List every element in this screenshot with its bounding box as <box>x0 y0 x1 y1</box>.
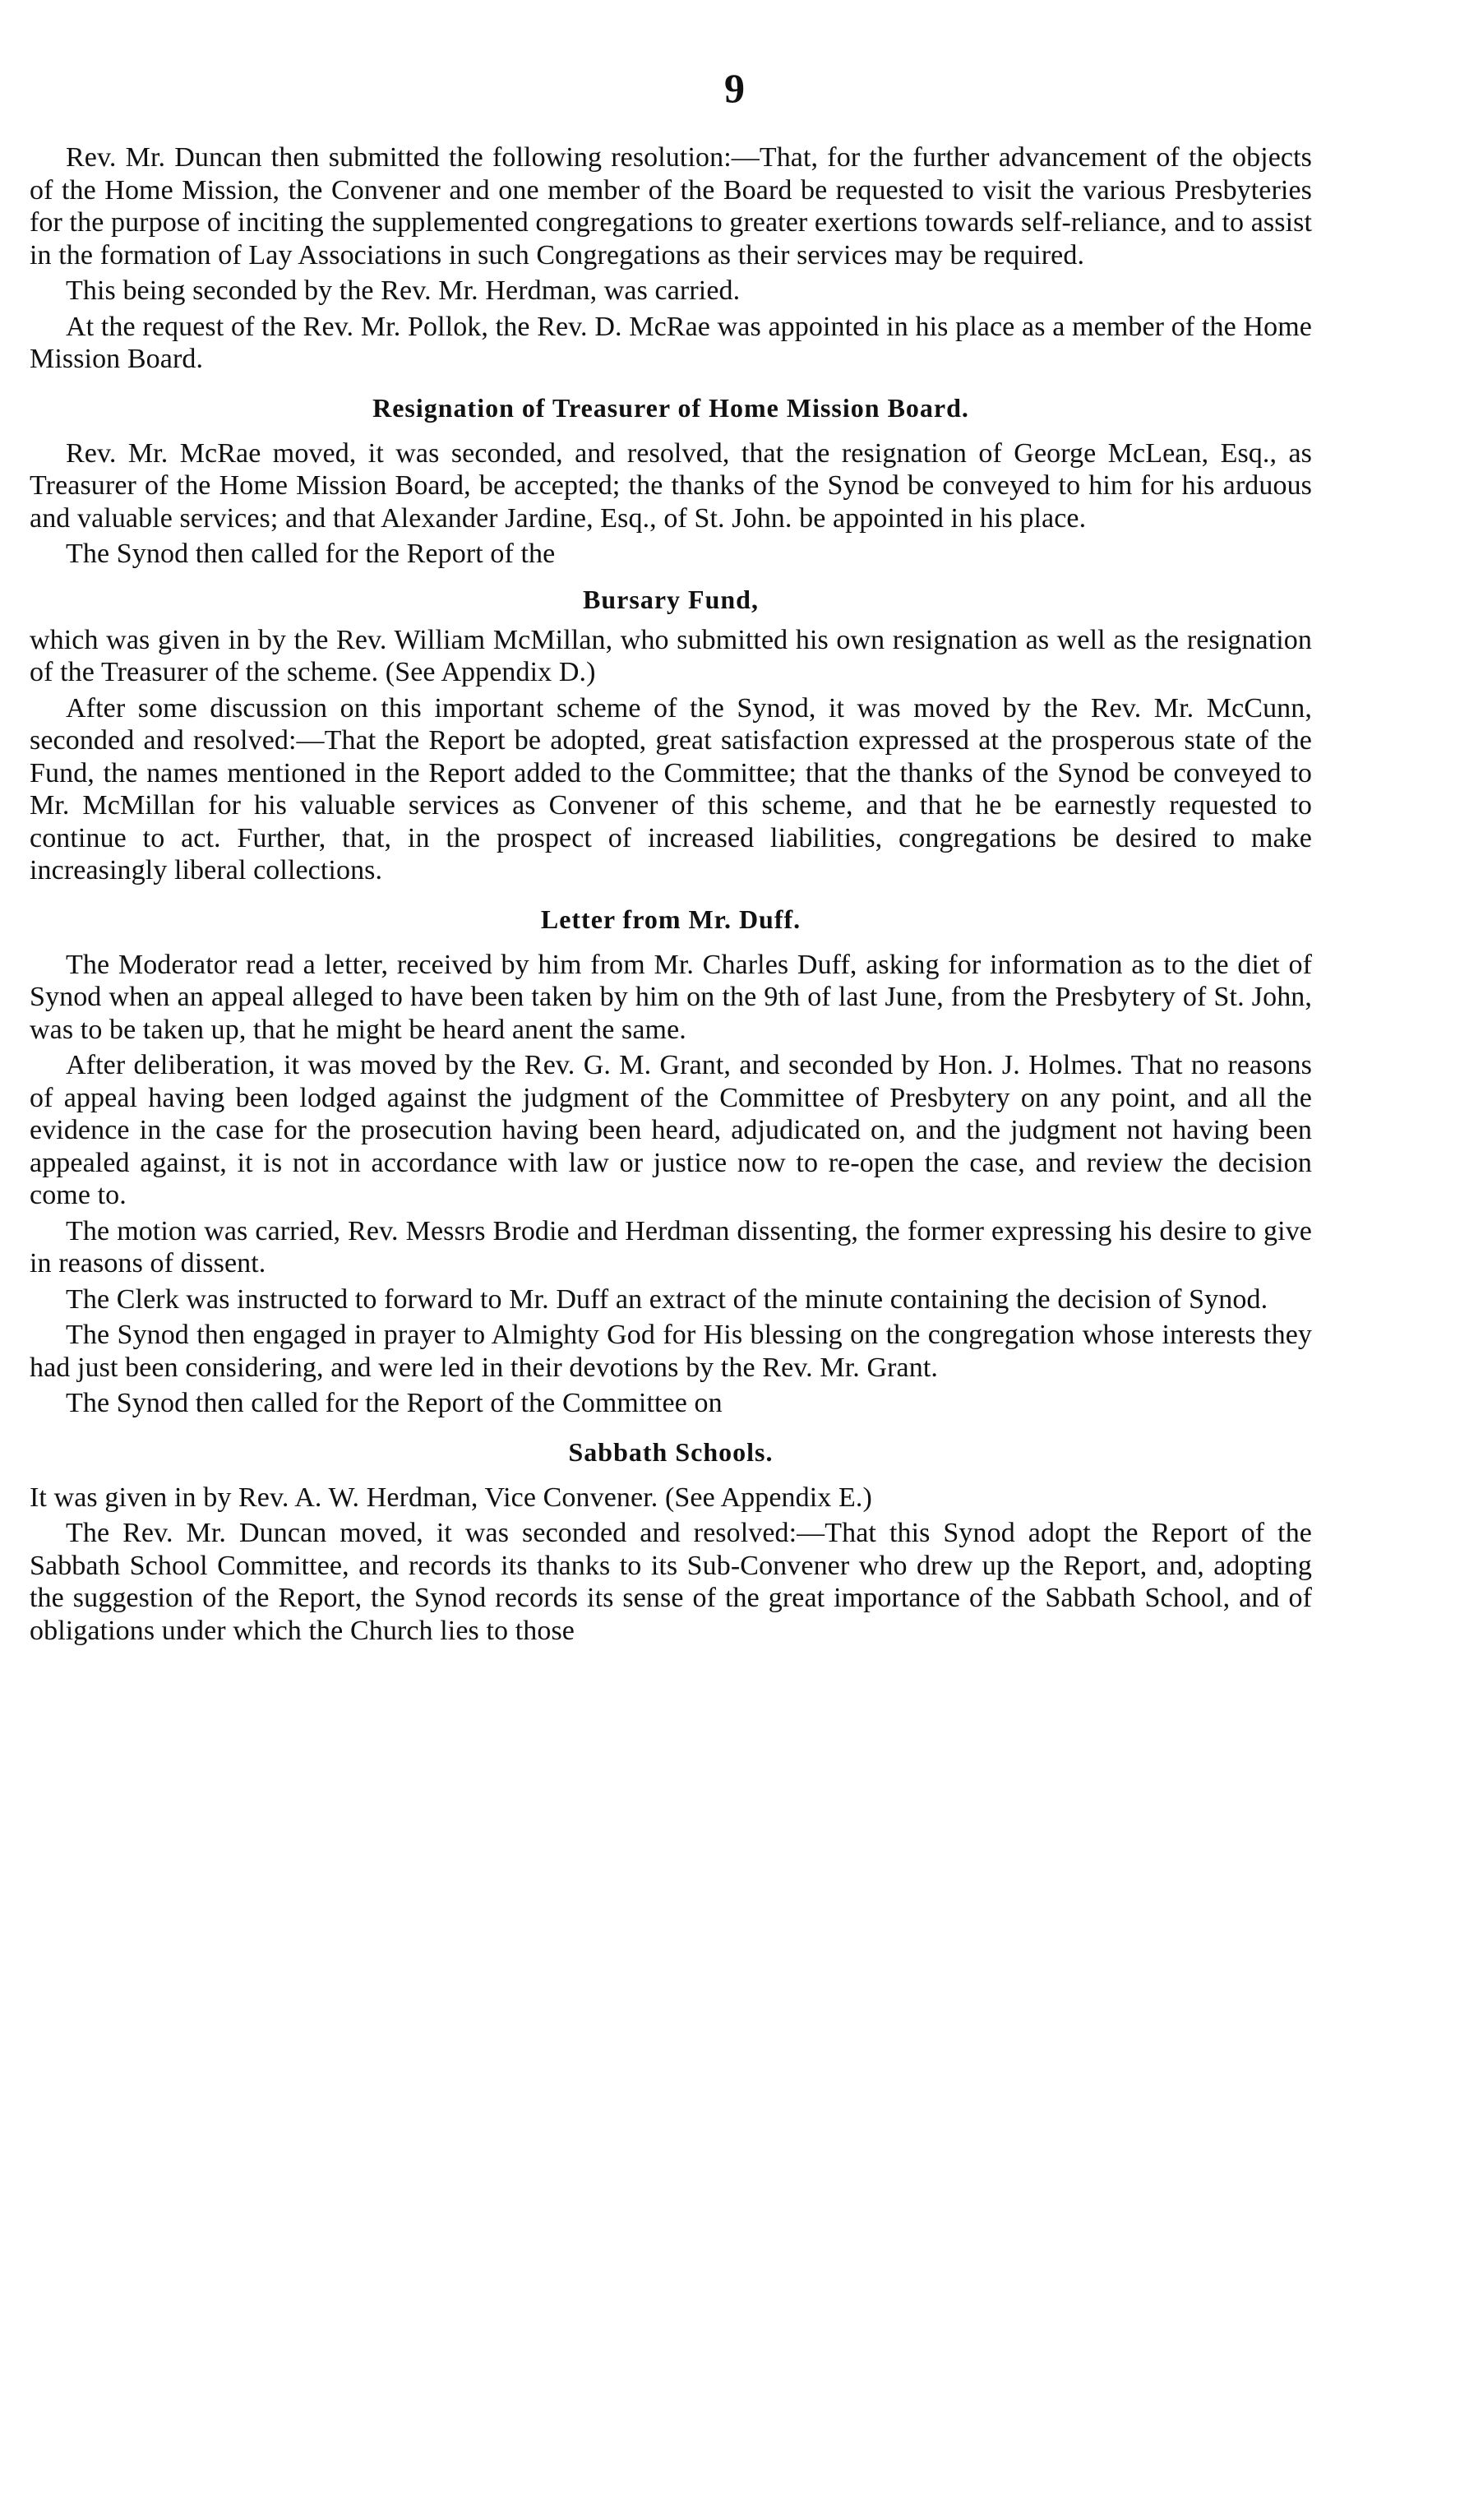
paragraph-deliberation: After deliberation, it was moved by the Rev. G. M. Grant, and seconded by Hon. J. Holmes. That no reasons of appeal having been lodged against the judgment of the Committee of Presbytery on any point, and all the evidence in the case for the prosecution having been heard, adjudicated on, and the judgment not having been appealed against, it is not in accordance with law or justice now to re-open the case, and review the decision come to. <box>30 1050 1312 1210</box>
paragraph-sabbath-resolution: The Rev. Mr. Duncan moved, it was seconded and resolved:—That this Synod adopt the Report of the Sabbath School Committee, and records its thanks to its Sub-Convener who drew up the Report, and, adopting the suggestion of the Report, the Synod records its sense of the great importance of the Sabbath School, and of obligations under which the Church lies to those <box>30 1518 1312 1646</box>
paragraph-prayer: The Synod then engaged in prayer to Almighty God for His blessing on the congregation whose interests they had just been considering, and were led in their devotions by the Rev. Mr. Grant. <box>30 1320 1312 1383</box>
paragraph-bursary-report: which was given in by the Rev. William McMillan, who submitted his own resignation as well as the resignation of the Treasurer of the scheme. (See Appendix D.) <box>30 624 1312 687</box>
paragraph-motion-carried: The motion was carried, Rev. Messrs Brodie and Herdman dissenting, the former expressing his desire to give in reasons of dissent. <box>30 1215 1312 1278</box>
page-number: 9 <box>724 65 745 111</box>
paragraph-call-committee: The Synod then called for the Report of the Committee on <box>66 1388 723 1418</box>
paragraph-bursary-discussion: After some discussion on this important scheme of the Synod, it was moved by the Rev. Mr. McCunn, seconded and resolved:—That the Report be adopted, great satisfaction expressed at the prosperous state of the Fund, the names mentioned in the Report added to the Committee; that the thanks of the Synod be conveyed to Mr. McMillan for his valuable services as Convener of this scheme, and that he be earnestly requested to continue to act. Further, that, in the prospect of increased liabilities, congregations be desired to make increasingly liberal collections. <box>30 692 1312 885</box>
paragraph-moderator-letter: The Moderator read a letter, received by him from Mr. Charles Duff, asking for information as to the diet of Synod when an appeal alleged to have been taken by him on the 9th of last June, from the Presbytery of St. John, was to be taken up, that he might be heard anent the same. <box>30 949 1312 1045</box>
paragraph-mcrae-appointed: At the request of the Rev. Mr. Pollok, the Rev. D. McRae was appointed in his place as a member of the Home Mission Board. <box>30 311 1312 374</box>
page-body <box>30 141 1312 1650</box>
heading-resignation-treasurer: Resignation of Treasurer of Home Mission Board. <box>372 392 969 423</box>
paragraph-clerk-instructed: The Clerk was instructed to forward to Mr. Duff an extract of the minute containing the decision of Synod. <box>66 1283 1268 1315</box>
heading-letter-duff: Letter from Mr. Duff. <box>540 904 801 934</box>
paragraph-resignation: Rev. Mr. McRae moved, it was seconded, and resolved, that the resignation of George McLean, Esq., as Treasurer of the Home Mission Board, be accepted; the thanks of the Synod be conveyed to him for his arduous and valuable services; and that Alexander Jardine, Esq., of St. John. be appointed in his place. <box>30 437 1312 534</box>
paragraph-call-report: The Synod then called for the Report of the <box>66 539 556 569</box>
paragraph-duncan-resolution: Rev. Mr. Duncan then submitted the following resolution:—That, for the further advancement of the objects of the Home Mission, the Convener and one member of the Board be requested to visit the various Presbyteries for the purpose of inciting the supplemented congregations to greater exertions towards self-reliance, and to assist in the formation of Lay Associations in such Congregations as their services may be required. <box>30 142 1313 270</box>
paragraph-seconded: This being seconded by the Rev. Mr. Herdman, was carried. <box>66 275 741 306</box>
paragraph-sabbath-given: It was given in by Rev. A. W. Herdman, Vice Convener. (See Appendix E.) <box>30 1482 872 1513</box>
heading-sabbath-schools: Sabbath Schools. <box>568 1436 774 1467</box>
heading-bursary-fund: Bursary Fund, <box>583 584 759 614</box>
